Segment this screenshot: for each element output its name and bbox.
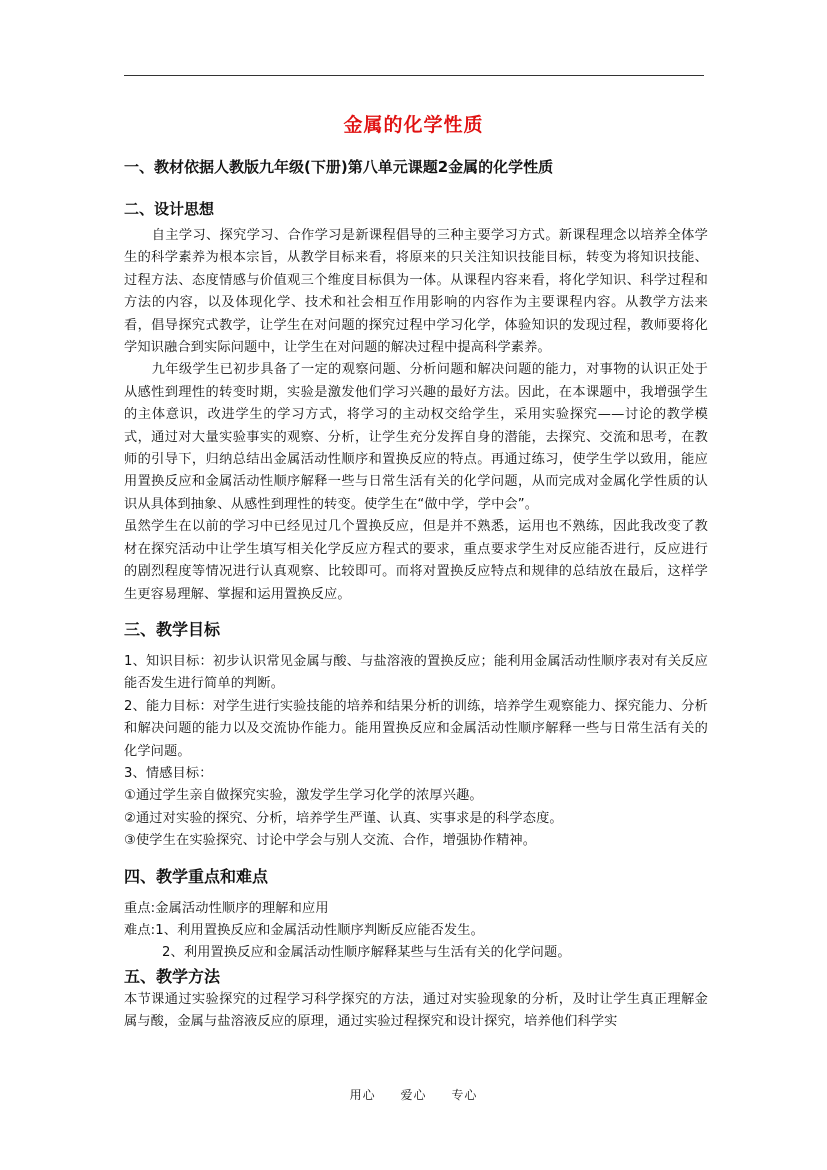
section-2-heading: 二、设计思想 — [124, 200, 215, 218]
objective-item: ③使学生在实验探究、讨论中学会与别人交流、合作，增强协作精神。 — [124, 833, 537, 849]
objective-item: 2、能力目标：对学生进行实验技能的培养和结果分析的训练，培养学生观察能力、探究能力、分析和解决问题的能力以及交流协作能力。能用置换反应和金属活动性顺序解释一些与日常生活有关的化学问题。 — [124, 698, 708, 759]
document-body — [124, 156, 708, 1034]
objective-item: 3、情感目标： — [124, 765, 213, 781]
footer-word: 专心 — [451, 1088, 478, 1102]
section-1-heading: 一、教材依据人教版九年级(下册)第八单元课题2金属的化学性质 — [124, 158, 554, 176]
key-point: 重点:金属活动性顺序的理解和应用 — [124, 900, 329, 916]
section-2-paragraph-3: 虽然学生在以前的学习中已经见过几个置换反应，但是并不熟悉，运用也不熟练，因此我改变了教材在探究活动中让学生填写相关化学反应方程式的要求，重点要求学生对反应能否进行，反应进行的剧烈程度等情况进行认真观察、比较即可。而将对置换反应特点和规律的总结放在最后，这样学生更容易理解、掌握和运用置换反应。 — [124, 519, 708, 602]
footer-word: 用心 — [349, 1088, 376, 1102]
difficulty-2: 2、利用置换反应和金属活动性顺序解释某些与生活有关的化学问题。 — [162, 945, 571, 961]
section-5-paragraph: 本节课通过实验探究的过程学习科学探究的方法，通过对实验现象的分析，及时让学生真正理解金属与酸，金属与盐溶液反应的原理，通过实验过程探究和设计探究，培养他们科学实 — [124, 991, 708, 1030]
header-rule — [124, 75, 704, 76]
page-footer — [0, 1086, 827, 1103]
objective-item: ②通过对实验的探究、分析，培养学生严谨、认真、实事求是的科学态度。 — [124, 810, 563, 826]
objective-item: ①通过学生亲自做探究实验，激发学生学习化学的浓厚兴趣。 — [124, 788, 483, 804]
document-title: 金属的化学性质 — [343, 114, 484, 136]
footer-word: 爱心 — [400, 1088, 427, 1102]
difficulty-1: 难点:1、利用置换反应和金属活动性顺序判断反应能否发生。 — [124, 922, 484, 938]
section-5-heading: 五、教学方法 — [124, 966, 221, 986]
section-4-heading: 四、教学重点和难点 — [124, 866, 269, 886]
section-3-heading: 三、教学目标 — [124, 619, 221, 639]
section-2-paragraph-2: 九年级学生已初步具备了一定的观察问题、分析问题和解决问题的能力，对事物的认识正处于从感性到理性的转变时期，实验是激发他们学习兴趣的最好方法。因此，在本课题中，我增强学生的主体意识，改进学生的学习方式，将学习的主动权交给学生，采用实验探究——讨论的教学模式，通过对大量实验事实的观察、分析，让学生充分发挥自身的潜能，去探究、交流和思考，在教师的引导下，归纳总结出金属活动性顺序和置换反应的特点。再通过练习，使学生学以致用，能应用置换反应和金属活动性顺序解释一些与日常生活有关的化学问题，从而完成对金属化学性质的认识从具体到抽象、从感性到理性的转变。使学生在“做中学，学中会”。 — [124, 362, 708, 512]
objective-item: 1、知识目标：初步认识常见金属与酸、与盐溶液的置换反应；能利用金属活动性顺序表对有关反应能否发生进行简单的判断。 — [124, 653, 708, 692]
section-2-paragraph-1: 自主学习、探究学习、合作学习是新课程倡导的三种主要学习方式。新课程理念以培养全体学生的科学素养为根本宗旨，从教学目标来看，将原来的只关注知识技能目标，转变为将知识技能、过程方法、态度情感与价值观三个维度目标俱为一体。从课程内容来看，将化学知识、科学过程和方法的内容，以及体现化学、技术和社会相互作用影响的内容作为主要课程内容。从教学方法来看，倡导探究式教学，让学生在对问题的探究过程中学习化学，体验知识的发现过程，教师要将化学知识融合到实际问题中，让学生在对问题的解决过程中提高科学素养。 — [124, 228, 708, 356]
